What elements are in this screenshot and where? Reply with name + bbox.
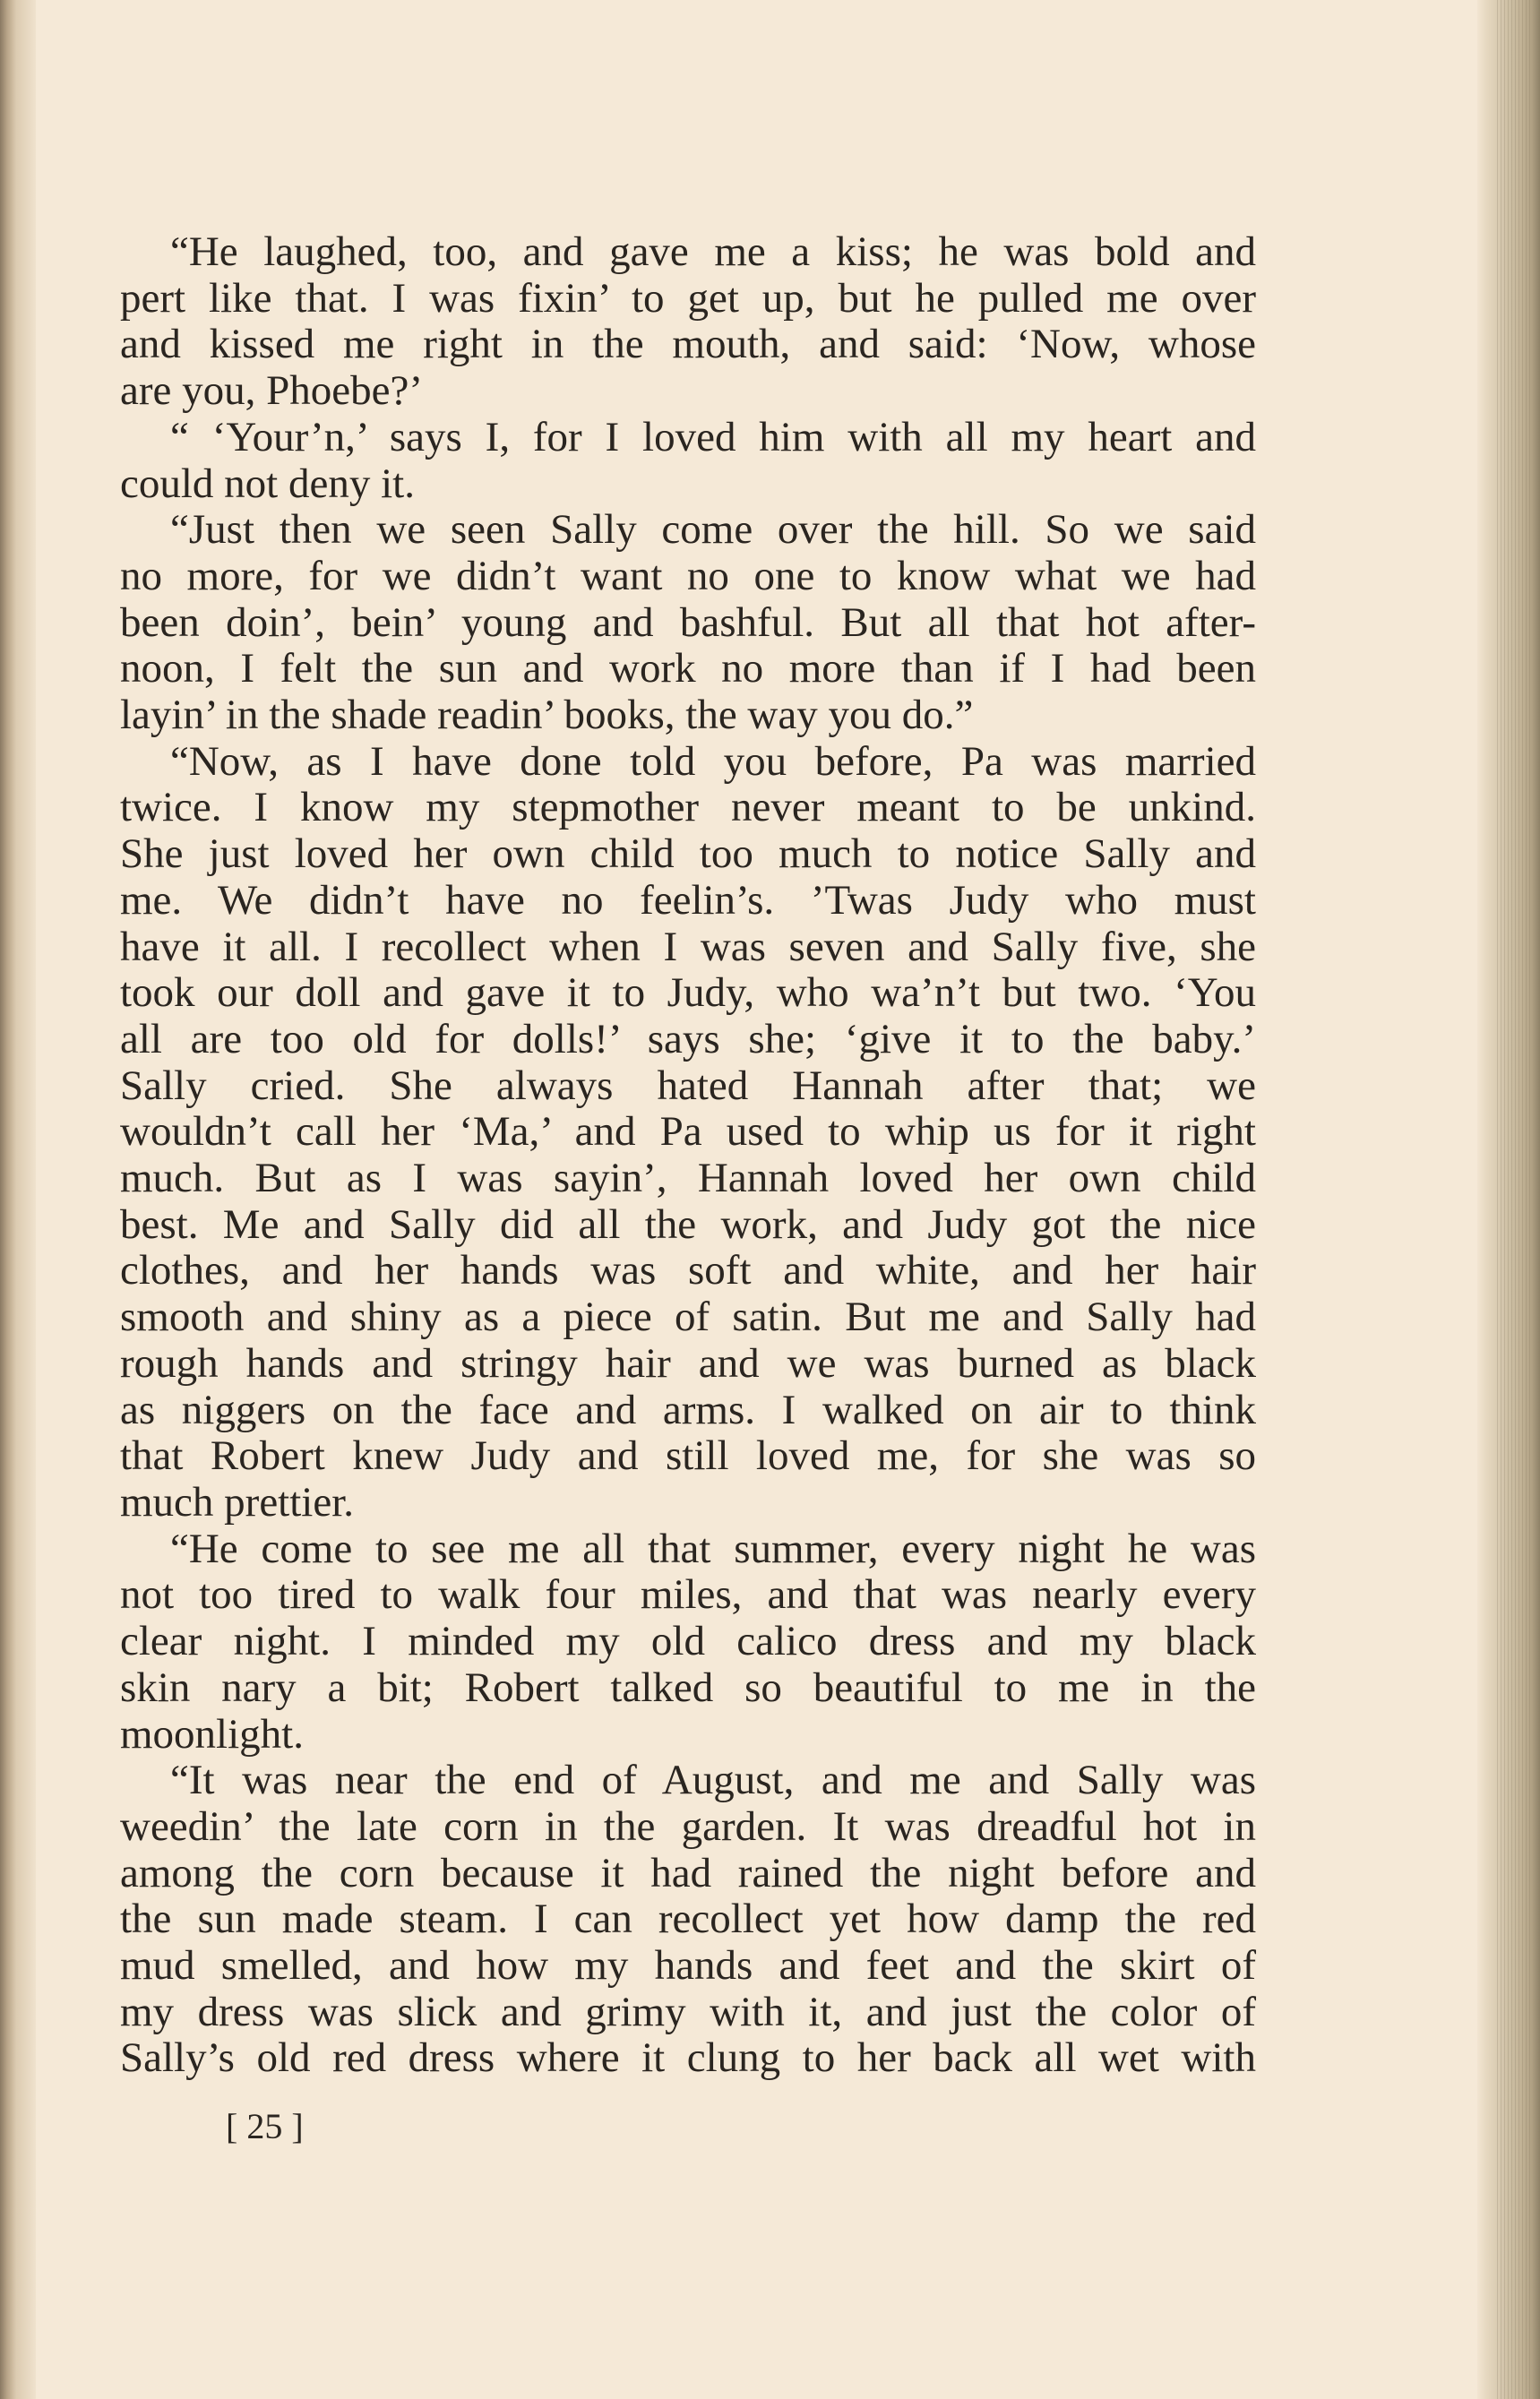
text-line: clothes, and her hands was soft and white, and her hair — [120, 1247, 1256, 1294]
text-line: no more, for we didn’t want no one to know what we had — [120, 552, 1256, 599]
text-line: skin nary a bit; Robert talked so beautiful to me in the — [120, 1664, 1256, 1711]
text-line: best. Me and Sally did all the work, and Judy got the nice — [120, 1200, 1256, 1248]
text-line: moonlight. — [120, 1710, 304, 1758]
text-line: my dress was slick and grimy with it, and just the color of — [120, 1988, 1256, 2035]
text-line: “Just then we seen Sally come over the hill. So we said — [170, 506, 1256, 554]
text-line: me. We didn’t have no feelin’s. ’Twas Judy who must — [120, 876, 1256, 924]
text-line: have it all. I recollect when I was seven and Sally five, she — [120, 923, 1256, 970]
text-line: that Robert knew Judy and still loved me, for she was so — [120, 1432, 1256, 1480]
text-line: noon, I felt the sun and work no more than if I had been — [120, 645, 1256, 692]
text-line: all are too old for dolls!’ says she; ‘give it to the baby.’ — [120, 1015, 1256, 1062]
text-line: much. But as I was sayin’, Hannah loved her own child — [120, 1155, 1256, 1202]
body-text — [120, 229, 1256, 2082]
text-line: “He laughed, too, and gave me a kiss; he was bold and — [170, 228, 1256, 275]
text-line: layin’ in the shade readin’ books, the way you do.” — [120, 692, 974, 739]
text-line: could not deny it. — [120, 460, 415, 507]
text-line: weedin’ the late corn in the garden. It was dreadful hot in — [120, 1802, 1256, 1850]
page-number: [ 25 ] — [226, 2106, 304, 2146]
page-gutter-shadow — [0, 0, 36, 2399]
page-edge-texture — [1497, 0, 1533, 2399]
text-line: rough hands and stringy hair and we was burned as black — [120, 1339, 1256, 1387]
text-line: pert like that. I was fixin’ to get up, but he pulled me over — [120, 274, 1256, 322]
text-line: “It was near the end of August, and me and Sally was — [170, 1757, 1256, 1804]
text-line: took our doll and gave it to Judy, who wa’n’t but two. ‘You — [120, 969, 1256, 1017]
text-line: among the corn because it had rained the night before and — [120, 1849, 1256, 1896]
text-line: smooth and shiny as a piece of satin. But me and Sally had — [120, 1294, 1256, 1341]
text-line: twice. I know my stepmother never meant to be unkind. — [120, 784, 1256, 831]
text-line: She just loved her own child too much to notice Sally and — [120, 830, 1256, 878]
text-line: “ ‘Your’n,’ says I, for I loved him with all my heart and — [170, 413, 1256, 460]
text-line: much prettier. — [120, 1478, 355, 1526]
text-line: are you, Phoebe?’ — [120, 367, 423, 415]
text-line: “Now, as I have done told you before, Pa was married — [170, 737, 1256, 785]
text-line: and kissed me right in the mouth, and said: ‘Now, whose — [120, 321, 1256, 368]
text-line: wouldn’t call her ‘Ma,’ and Pa used to whip us for it right — [120, 1108, 1256, 1156]
text-line: clear night. I minded my old calico dress and my black — [120, 1618, 1256, 1665]
text-line: the sun made steam. I can recollect yet how damp the red — [120, 1896, 1256, 1943]
text-line: Sally cried. She always hated Hannah after that; we — [120, 1062, 1256, 1109]
text-line: been doin’, bein’ young and bashful. But all that hot after- — [120, 598, 1256, 646]
text-line: mud smelled, and how my hands and feet and the skirt of — [120, 1942, 1256, 1990]
text-line: as niggers on the face and arms. I walked on air to think — [120, 1386, 1256, 1433]
text-line: not too tired to walk four miles, and that was nearly every — [120, 1571, 1256, 1619]
text-line: Sally’s old red dress where it clung to her back all wet with — [120, 2034, 1256, 2082]
text-line: “He come to see me all that summer, every night he was — [170, 1525, 1256, 1572]
